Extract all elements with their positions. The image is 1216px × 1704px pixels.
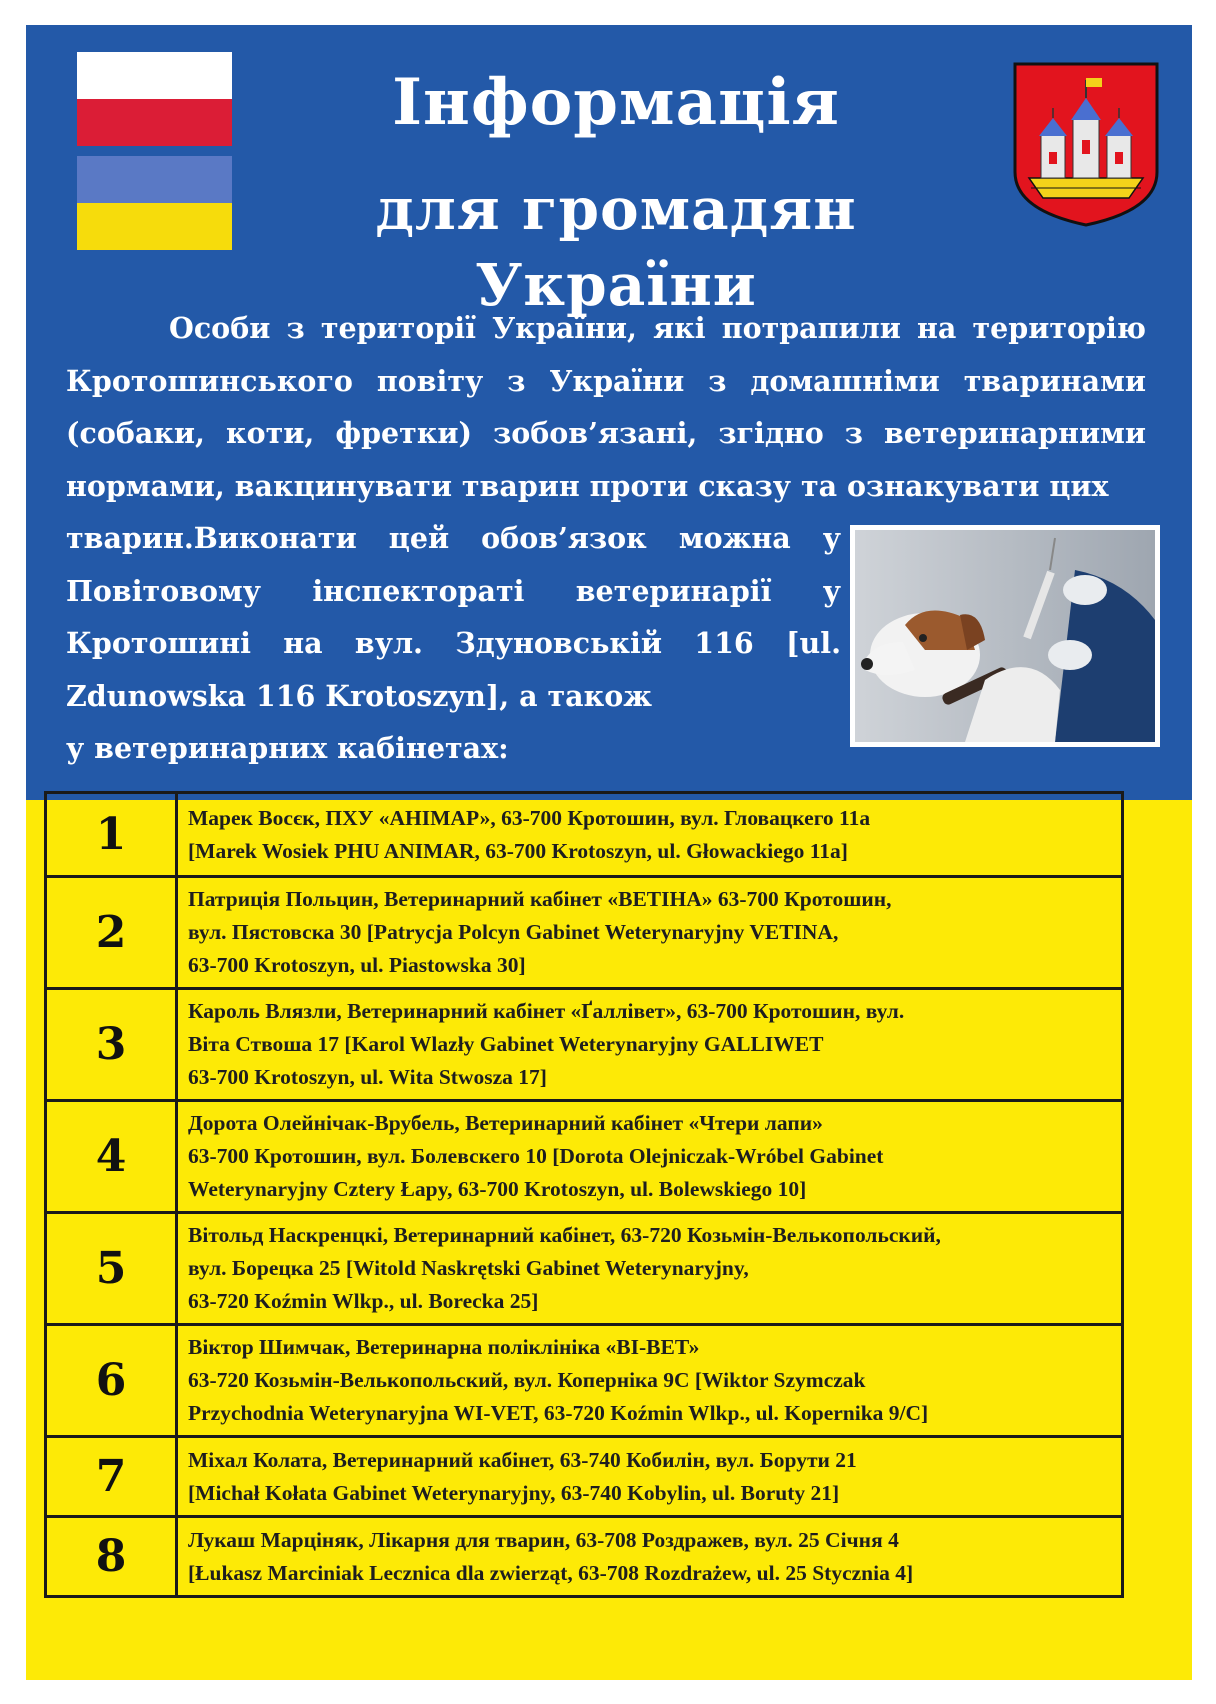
table-row [46, 989, 1123, 1101]
intro-paragraph-full: Особи з території України, які потрапили на територію Кротошинського повіту з України з домашніми тваринами (собаки, коти, фретки) зобов’язані, згідно з ветеринарними нормами, вакцинувати тварин проти сказу та ознакувати цих [66, 311, 1146, 503]
blue-section [26, 25, 1192, 800]
clinic-number: 3 [46, 989, 177, 1101]
clinic-details: Міхал Колата, Ветеринарний кабінет, 63-740 Кобилін, вул. Борути 21 [Michał Kołata Gabinet Weterynaryjny, 63-740 Kobylin, ul. Boruty 21] [177, 1437, 1123, 1517]
clinic-number: 7 [46, 1437, 177, 1517]
table-row [46, 1437, 1123, 1517]
page-subtitle: для громадян України [375, 175, 857, 319]
clinic-details: Лукаш Марціняк, Лікарня для тварин, 63-708 Роздражев, вул. 25 Січня 4 [Łukasz Marciniak Lecznica dla zwierząt, 63-708 Rozdrażew, ul. 25 Stycznia 4] [177, 1517, 1123, 1597]
clinic-number: 6 [46, 1325, 177, 1437]
clinic-details: Патриція Польцин, Ветеринарний кабінет «ВЕТІНА» 63-700 Кротошин, вул. Пястовска 30 [Patrycja Polcyn Gabinet Weterynaryjny VETINA, 63-700 Krotoszyn, ul. Piastowska 30] [177, 877, 1123, 989]
poland-flag-icon [77, 52, 232, 146]
clinic-number: 1 [46, 793, 177, 877]
dog-vaccination-photo [850, 525, 1160, 747]
ukraine-flag-icon [77, 156, 232, 250]
table-row [46, 793, 1123, 877]
table-row [46, 1101, 1123, 1213]
coat-of-arms-icon [1011, 60, 1161, 228]
clinic-number: 5 [46, 1213, 177, 1325]
clinic-number: 4 [46, 1101, 177, 1213]
intro-paragraph-wrap: тварин.Виконати цей обов’язок можна у Повітовому інспекторатi ветеринарії у Кротошині на вул. Здуновській 116 [ul. Zdunowska 116 Krotoszyn], а також [66, 521, 841, 713]
clinic-details: Марек Восєк, ПХУ «АНІМАР», 63-700 Кротошин, вул. Гловацкего 11а [Marek Wosiek PHU ANIMAR, 63-700 Krotoszyn, ul. Głowackiego 11a] [177, 793, 1123, 877]
clinic-number: 8 [46, 1517, 177, 1597]
clinic-details: Віктор Шимчак, Ветеринарна поліклініка «ВІ-ВЕТ» 63-720 Козьмін-Велькопольский, вул. Коперніка 9С [Wiktor Szymczak Przychodnia Weterynaryjna WI-VET, 63-720 Koźmin Wlkp., ul. Kopernika 9/C] [177, 1325, 1123, 1437]
table-row [46, 877, 1123, 989]
page-title: Інформація [392, 65, 840, 140]
table-row [46, 1325, 1123, 1437]
clinics-table [44, 791, 1124, 1598]
intro-last-line: у ветеринарних кабінетах: [66, 731, 509, 765]
clinic-details: Кароль Влязли, Ветеринарний кабінет «Ґаллівет», 63-700 Кротошин, вул. Віта Ствоша 17 [Karol Wlazły Gabinet Weterynaryjny GALLIWET 63-700 Krotoszyn, ul. Wita Stwosza 17] [177, 989, 1123, 1101]
clinic-details: Вітольд Наскренцкі, Ветеринарний кабінет, 63-720 Козьмін-Велькопольский, вул. Борецка 25 [Witold Naskrętski Gabinet Weterynaryjny, 63-720 Koźmin Wlkp., ul. Borecka 25] [177, 1213, 1123, 1325]
clinic-details: Дорота Олейнічак-Врубель, Ветеринарний кабінет «Чтери лапи» 63-700 Кротошин, вул. Болевскего 10 [Dorota Olejniczak-Wróbel Gabinet Weterynaryjny Cztery Łapy, 63-700 Krotoszyn, ul. Bolewskiego 10] [177, 1101, 1123, 1213]
table-row [46, 1213, 1123, 1325]
clinic-number: 2 [46, 877, 177, 989]
table-row [46, 1517, 1123, 1597]
